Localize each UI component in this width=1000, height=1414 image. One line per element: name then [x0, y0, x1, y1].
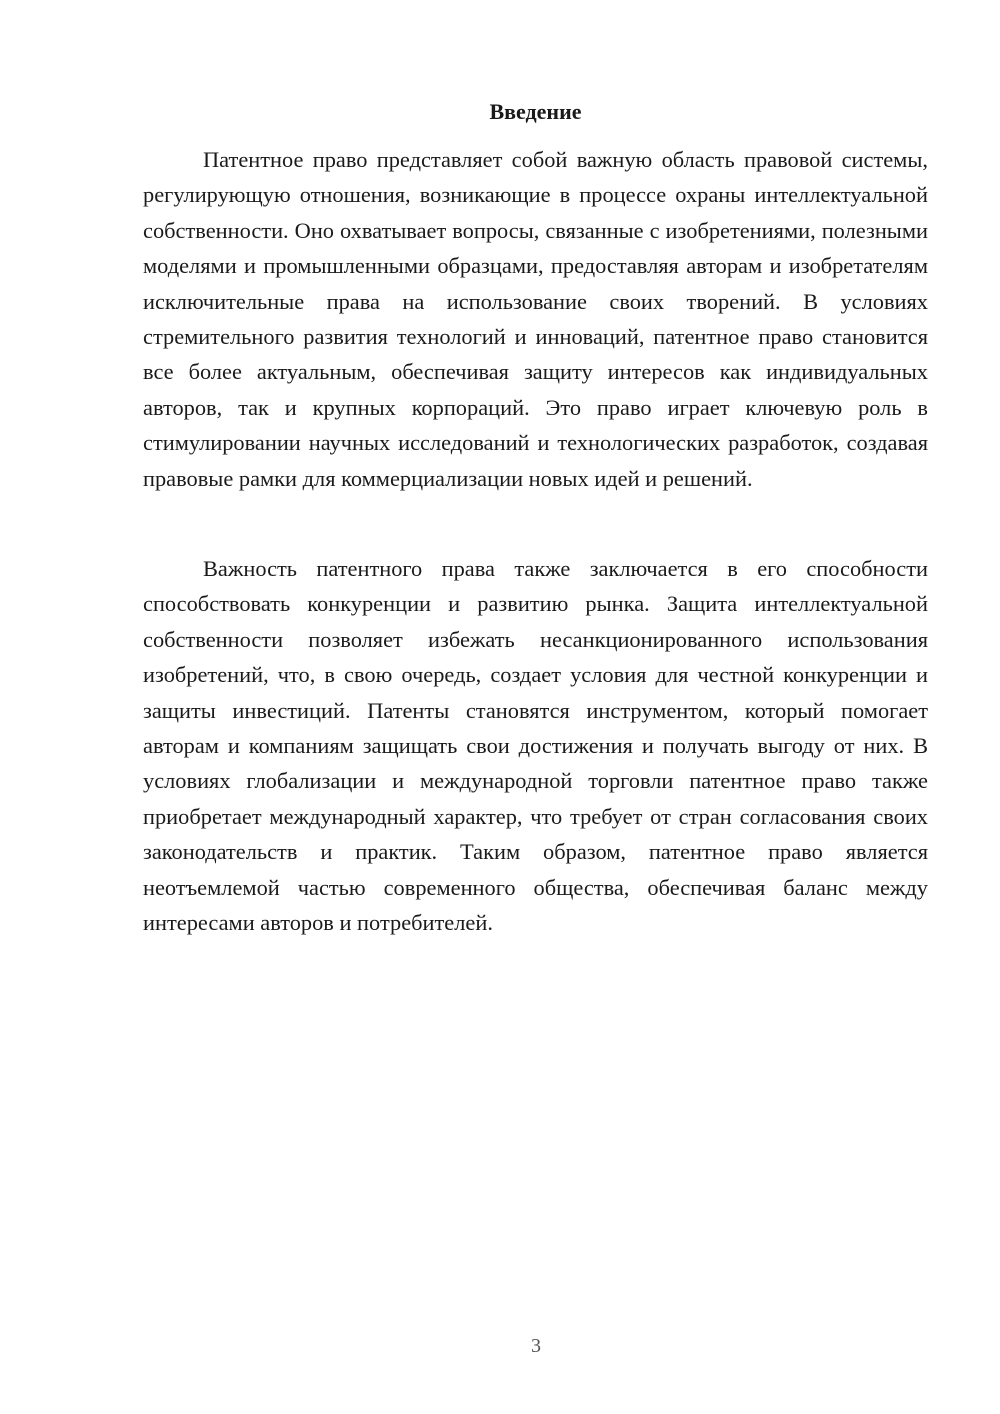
paragraph-importance: Важность патентного права также заключается в его способности способствовать конкуренции и развитию рынка. Защита интеллектуальной собственности позволяет избежать несанкционированного использования изобретений, что, в свою очередь, создает условия для честной конкуренции и защиты инвестиций. Патенты становятся инструментом, который помогает авторам и компаниям защищать свои достижения и получать выгоду от них. В условиях глобализации и международной торговли патентное право также приобретает международный характер, что требует от стран согласования своих законодательств и практик. Таким образом, патентное право является неотъемлемой частью современного общества, обеспечивая баланс между интересами авторов и потребителей.	[143, 556, 928, 936]
section-heading: Введение	[489, 99, 582, 124]
paragraph-intro: Патентное право представляет собой важную область правовой системы, регулирующую отношения, возникающие в процессе охраны интеллектуальной собственности. Оно охватывает вопросы, связанные с изобретениями, полезными моделями и промышленными образцами, предоставляя авторам и изобретателям исключительные права на использование своих творений. В условиях стремительного развития технологий и инноваций, патентное право становится все более актуальным, обеспечивая защиту интересов как индивидуальных авторов, так и крупных корпораций. Это право играет ключевую роль в стимулировании научных исследований и технологических разработок, создавая правовые рамки для коммерциализации новых идей и решений.	[143, 147, 928, 491]
page-number: 3	[531, 1335, 541, 1357]
